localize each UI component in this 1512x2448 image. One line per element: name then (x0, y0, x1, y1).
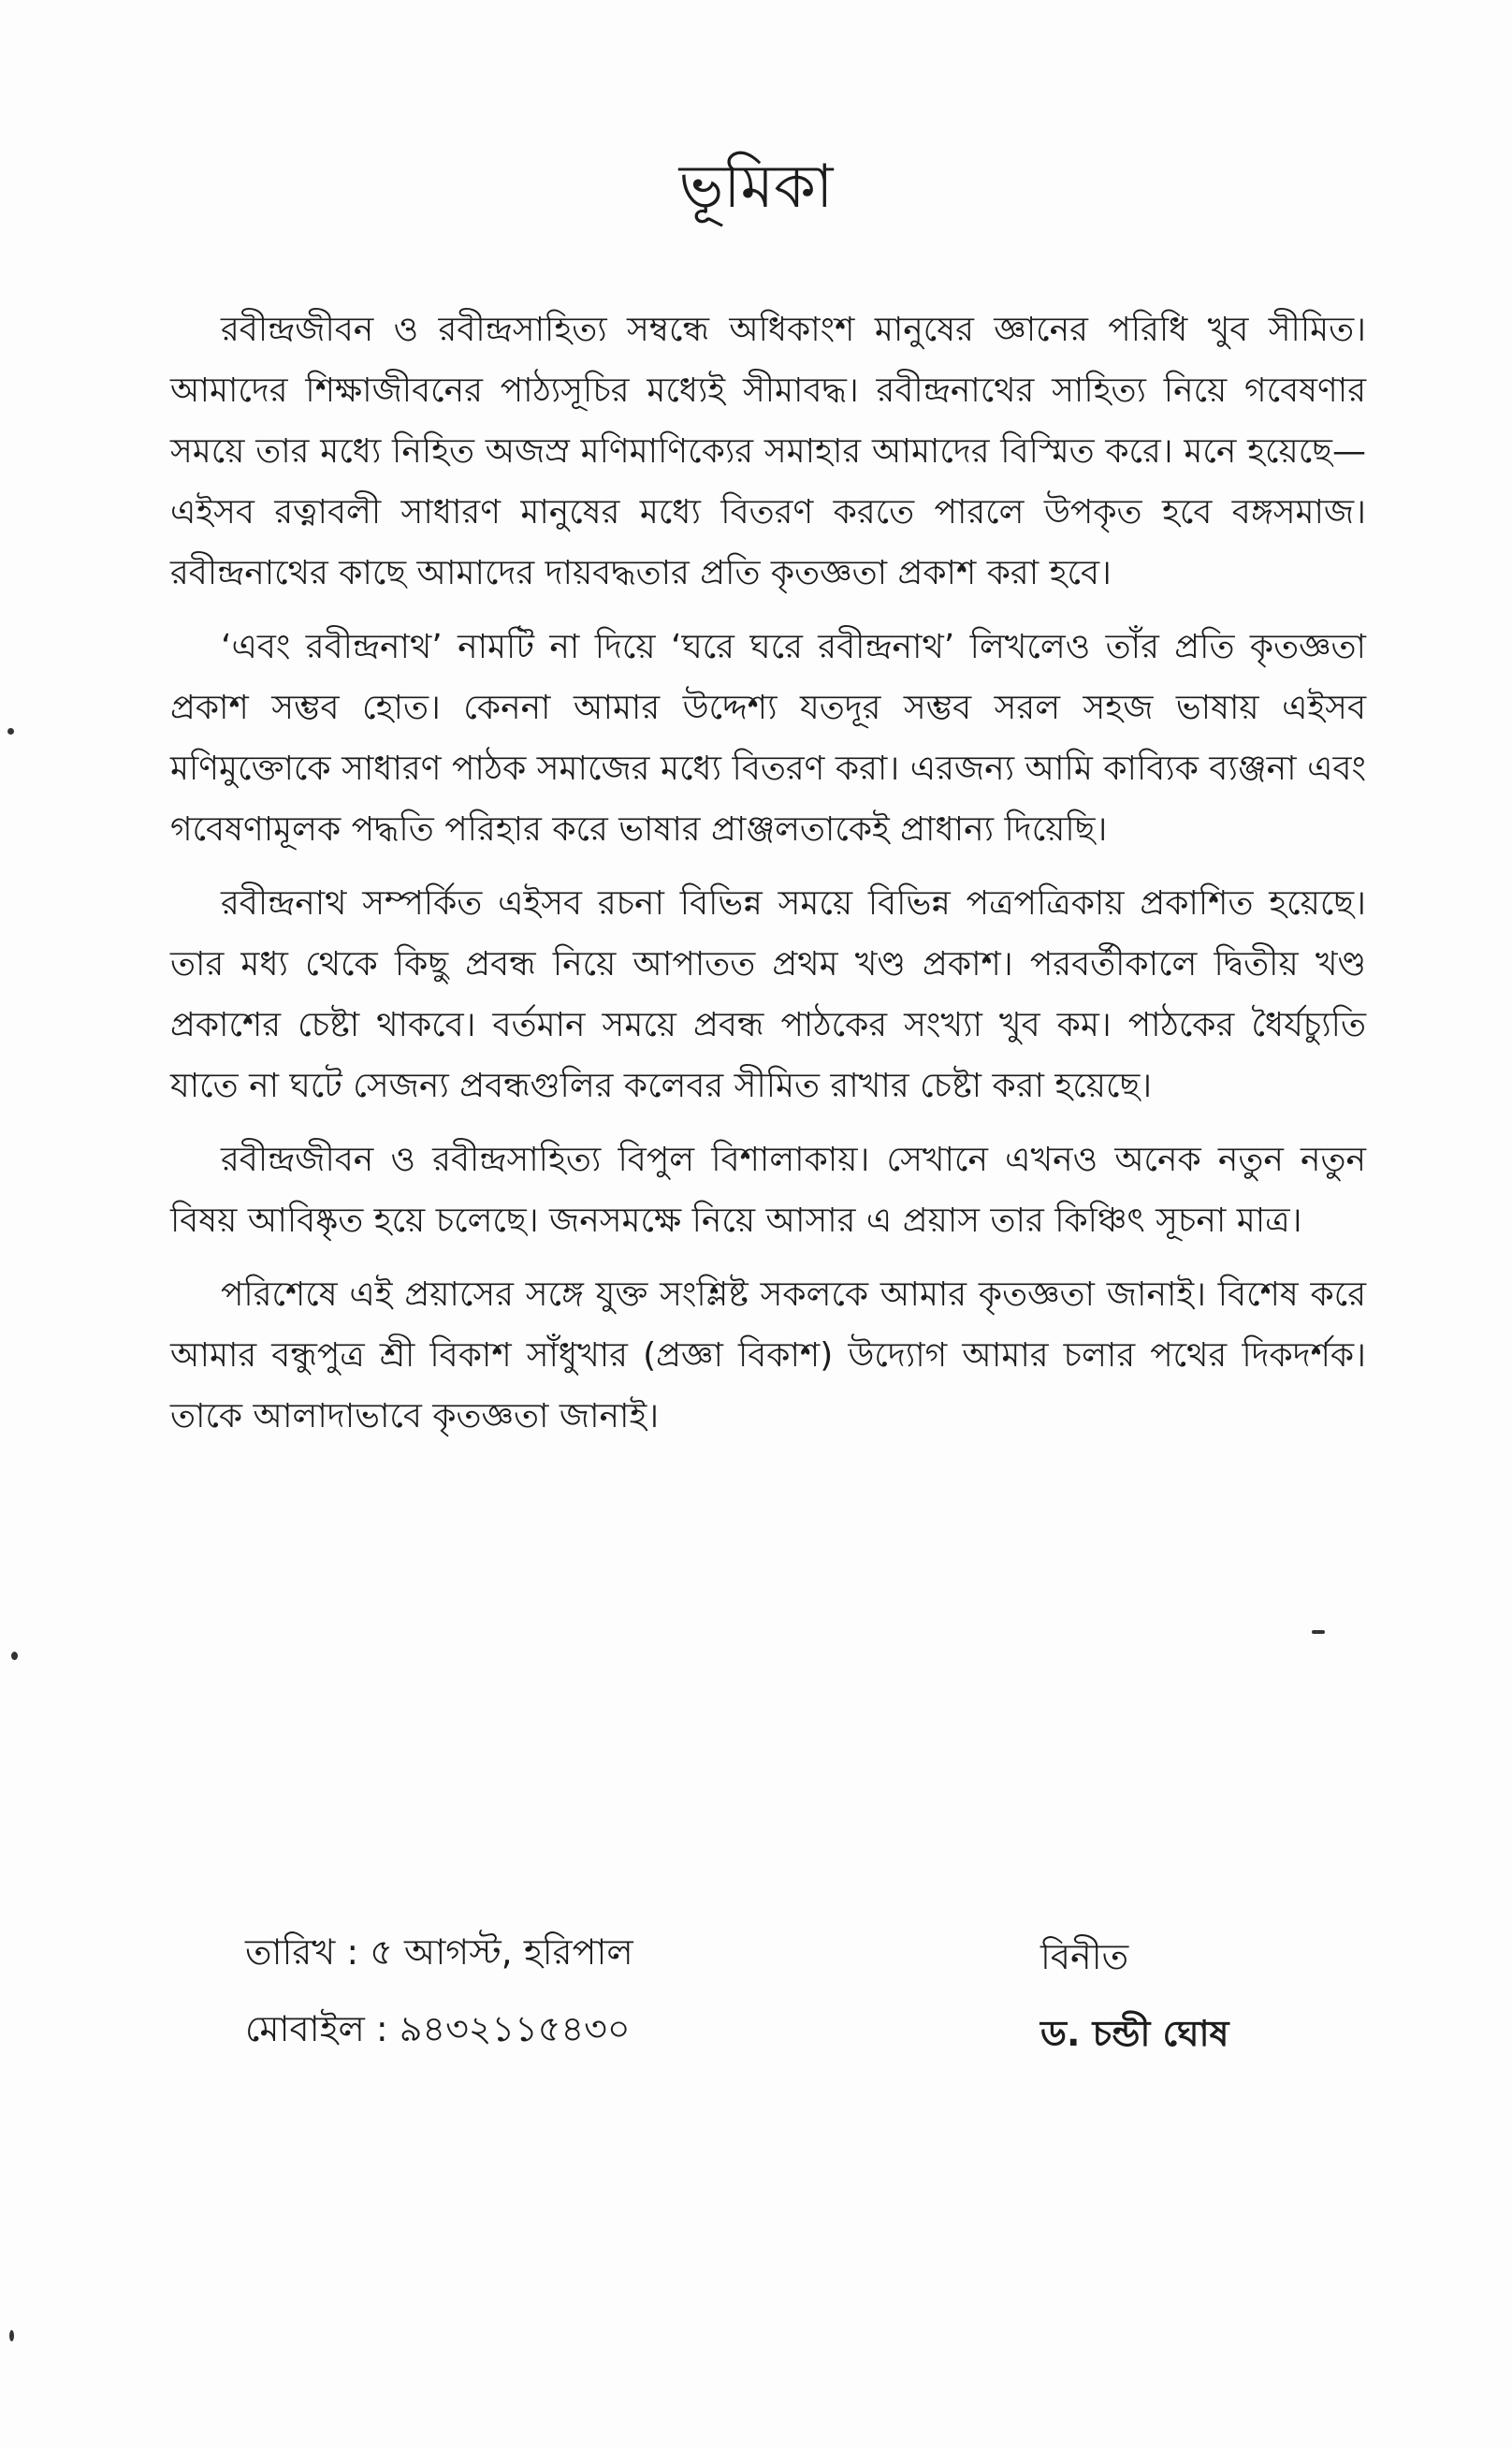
paragraph-1: রবীন্দ্রজীবন ও রবীন্দ্রসাহিত্য সম্বন্ধে অধিকাংশ মানুষের জ্ঞানের পরিধি খুব সীমিত। আমাদের শিক্ষাজীবনের পাঠ্যসূচির মধ্যেই সীমাবদ্ধ। রবীন্দ্রনাথের সাহিত্য নিয়ে গবেষণার সময়ে তার মধ্যে নিহিত অজস্র মণিমাণিক্যের সমাহার আমাদের বিস্মিত করে। মনে হয়েছে—এইসব রত্নাবলী সাধারণ মানুষের মধ্যে বিতরণ করতে পারলে উপকৃত হবে বঙ্গসমাজ। রবীন্দ্রনাথের কাছে আমাদের দায়বদ্ধতার প্রতি কৃতজ্ঞতা প্রকাশ করা হবে। (170, 311, 1366, 592)
scan-speck (7, 728, 14, 735)
scan-speck (11, 1652, 18, 1660)
page-title: ভূমিকা (678, 153, 834, 222)
paragraph-3: রবীন্দ্রনাথ সম্পর্কিত এইসব রচনা বিভিন্ন সময়ে বিভিন্ন পত্রপত্রিকায় প্রকাশিত হয়েছে। তার মধ্য থেকে কিছু প্রবন্ধ নিয়ে আপাতত প্রথম খণ্ড প্রকাশ। পরবর্তীকালে দ্বিতীয় খণ্ড প্রকাশের চেষ্টা থাকবে। বর্তমান সময়ে প্রবন্ধ পাঠকের সংখ্যা খুব কম। পাঠকের ধৈর্যচ্যুতি যাতে না ঘটে সেজন্য প্রবন্ধগুলির কলেবর সীমিত রাখার চেষ্টা করা হয়েছে। (170, 884, 1366, 1105)
paragraph-5: পরিশেষে এই প্রয়াসের সঙ্গে যুক্ত সংশ্লিষ্ট সকলকে আমার কৃতজ্ঞতা জানাই। বিশেষ করে আমার বন্ধুপুত্র শ্রী বিকাশ সাঁধুখার (প্রজ্ঞা বিকাশ) উদ্যোগ আমার চলার পথের দিকদর্শক। তাকে আলাদাভাবে কৃতজ্ঞতা জানাই। (170, 1275, 1366, 1435)
footer-left (245, 1914, 633, 2067)
date-line: তারিখ : ৫ আগস্ট, হরিপাল (245, 1931, 633, 1973)
signer-name: ড. চন্ডী ঘোষ (1040, 2013, 1229, 2054)
scan-speck (1312, 1630, 1325, 1634)
paragraph-4: রবীন্দ্রজীবন ও রবীন্দ্রসাহিত্য বিপুল বিশালাকায়। সেখানে এখনও অনেক নতুন নতুন বিষয় আবিষ্কৃত হয়ে চলেছে। জনসমক্ষে নিয়ে আসার এ প্রয়াস তার কিঞ্চিৎ সূচনা মাত্র। (170, 1141, 1366, 1240)
mobile-line: মোবাইল : ৯৪৩২১১৫৪৩০ (245, 2008, 631, 2049)
paragraph-2: ‘এবং রবীন্দ্রনাথ’ নামটি না দিয়ে ‘ঘরে ঘরে রবীন্দ্রনাথ’ লিখলেও তাঁর প্রতি কৃতজ্ঞতা প্রকাশ সম্ভব হোত। কেননা আমার উদ্দেশ্য যতদূর সম্ভব সরল সহজ ভাষায় এইসব মণিমুক্তোকে সাধারণ পাঠক সমাজের মধ্যে বিতরণ করা। এরজন্য আমি কাব্যিক ব্যঞ্জনা এবং গবেষণামূলক পদ্ধতি পরিহার করে ভাষার প্রাঞ্জলতাকেই প্রাধান্য দিয়েছি। (170, 628, 1366, 849)
footer-right (1040, 1918, 1228, 2072)
closing-word: বিনীত (1040, 1936, 1129, 1977)
preface-body (170, 299, 1366, 1460)
scan-speck (9, 2330, 14, 2341)
